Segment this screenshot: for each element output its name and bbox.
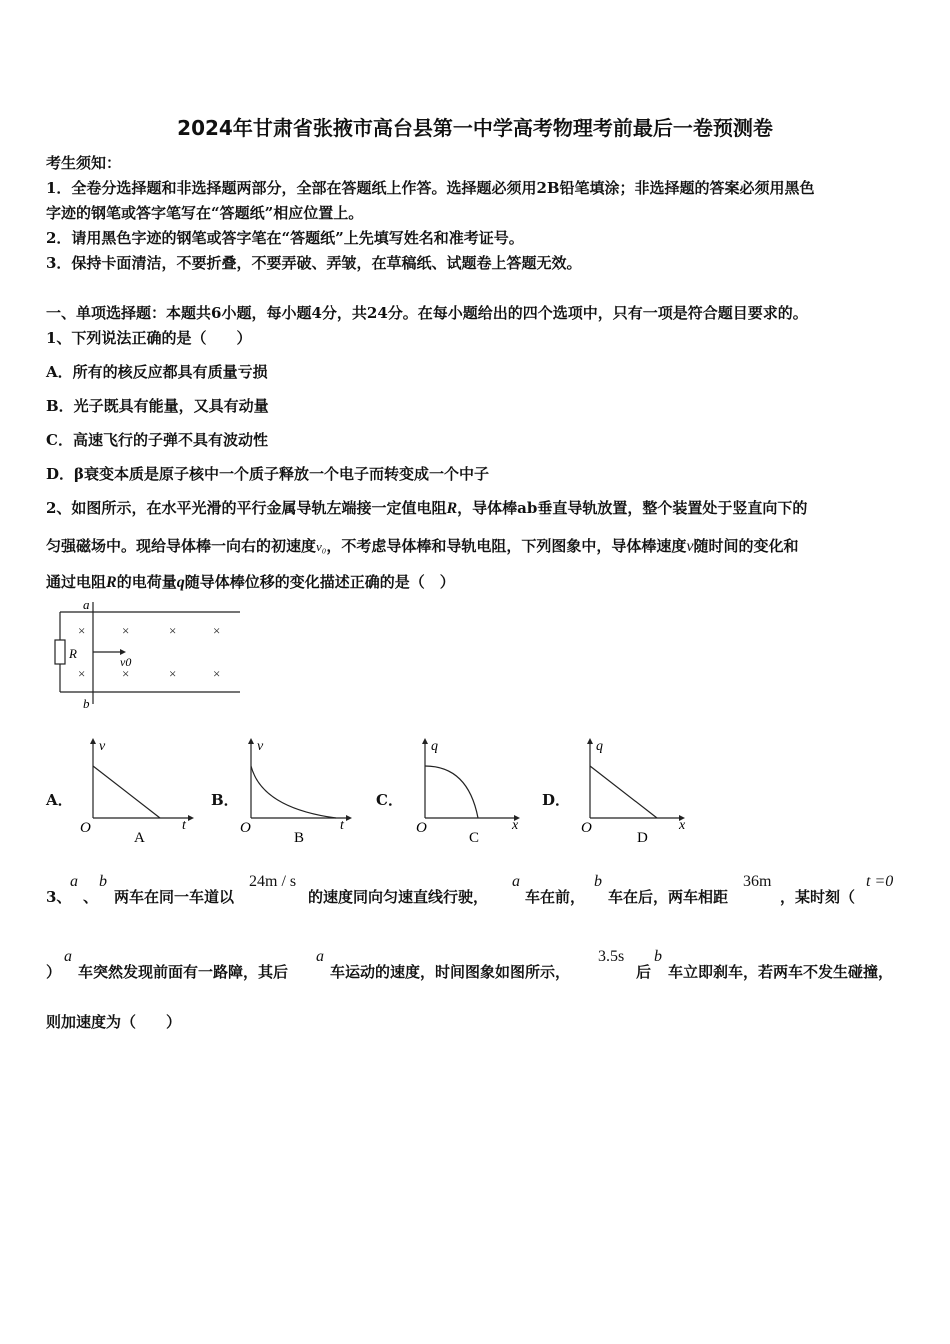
q3-time-zero: t =0 [866, 873, 894, 890]
arrow-head-icon [587, 738, 593, 744]
resistor-label: R [69, 646, 77, 661]
x-axis-label: t [340, 818, 344, 833]
q3-text: 车在后，两车相距 [608, 888, 729, 906]
q2-var-v: v [686, 538, 694, 555]
q2-text: 通过电阻 [46, 573, 107, 591]
q2-option-c-label: C． [376, 791, 403, 809]
q3-text: 车立即刹车，若两车不发生碰撞， [668, 963, 894, 981]
q3-text: 的速度同向匀速直线行驶， [308, 888, 489, 906]
q3-distance: 36m [743, 873, 772, 890]
q2-text: 随时间的变化和 [693, 537, 799, 555]
q2-text: 2、如图所示，在水平光滑的平行金属导轨左端接一定值电阻 [46, 499, 447, 517]
q1-option-b: B．光子既具有能量，又具有动量 [46, 397, 269, 415]
field-cross-icon: × [78, 666, 86, 681]
x-axis-label: x [512, 818, 519, 833]
field-cross-icon: × [169, 623, 177, 638]
q2-var-q: q [176, 574, 185, 591]
q3-text: 后 [636, 963, 652, 981]
q2-text: 随导体棒位移的变化描述正确的是（ ） [184, 573, 455, 591]
graph-a [74, 736, 200, 848]
graph-curve [93, 766, 160, 818]
q3-var-b: b [99, 873, 107, 890]
q3-text: 则加速度为（ ） [46, 1013, 182, 1031]
field-cross-icon: × [78, 623, 86, 638]
x-axis-label: t [182, 818, 186, 833]
q3-speed: 24m / s [249, 873, 297, 890]
arrow-head-icon [422, 738, 428, 744]
arrow-head-icon [90, 738, 96, 744]
graph-curve [425, 766, 478, 818]
q1-stem: 1、下列说法正确的是（ ） [46, 329, 252, 347]
q3-var-b: b [594, 873, 602, 890]
q3-separator: 、 [83, 888, 99, 906]
q2-line-2 [46, 535, 798, 556]
notice-item-3: 3．保持卡面清洁，不要折叠，不要弄破、弄皱，在草稿纸、试题卷上答题无效。 [46, 254, 582, 272]
q2-text: ，不考虑导体棒和导轨电阻，下列图象中，导体棒速度 [326, 537, 687, 555]
graph-d [571, 736, 697, 848]
q3-text: ，某时刻（ [780, 888, 856, 906]
field-cross-icon: × [169, 666, 177, 681]
q3-text: ） [46, 963, 62, 981]
notice-heading: 考生须知： [46, 154, 122, 172]
q3-var-a: a [316, 948, 324, 965]
arrow-head-icon [188, 815, 194, 821]
notice-item-1-cont: 字迹的钢笔或答字笔写在“答题纸”相应位置上。 [46, 204, 364, 222]
q3-var-a: a [70, 873, 78, 890]
q3-text: 车运动的速度，时间图象如图所示， [330, 963, 571, 981]
section-heading: 一、单项选择题：本题共6小题，每小题4分，共24分。在每小题给出的四个选项中，只有一项是符合题目要求的。 [46, 304, 808, 322]
q2-line-1 [46, 497, 807, 518]
notice-item-1: 1．全卷分选择题和非选择题两部分，全部在答题纸上作答。选择题必须用2B铅笔填涂；非选择题的答案必须用黑色 [46, 179, 815, 197]
y-axis-label: q [431, 739, 438, 754]
q3-number: 3、 [46, 888, 72, 906]
resistor-icon [55, 640, 65, 664]
rod-label-a: a [83, 597, 90, 612]
x-axis-label: x [679, 818, 686, 833]
notice-item-2: 2．请用黑色字迹的钢笔或答字笔在“答题纸”上先填写姓名和准考证号。 [46, 229, 524, 247]
q3-text: 两车在同一车道以 [114, 888, 235, 906]
field-cross-icon: × [213, 623, 221, 638]
arrow-head-icon [346, 815, 352, 821]
q2-option-d-label: D． [542, 791, 571, 809]
arrow-head-icon [248, 738, 254, 744]
q3-time: 3.5s [598, 948, 625, 965]
q2-var-R: R [106, 574, 117, 591]
q3-text: 车突然发现前面有一路障，其后 [78, 963, 289, 981]
circuit-figure [40, 596, 250, 714]
q1-option-d: D．β衰变本质是原子核中一个质子释放一个电子而转变成一个中子 [46, 465, 489, 483]
origin-label: O [240, 820, 251, 836]
page-title: 2024年甘肃省张掖市高台县第一中学高考物理考前最后一卷预测卷 [177, 116, 773, 140]
q2-text: ，导体棒ab垂直导轨放置，整个装置处于竖直向下的 [457, 499, 808, 517]
graph-curve [251, 766, 336, 818]
y-axis-label: q [596, 739, 603, 754]
field-cross-icon: × [213, 666, 221, 681]
q3-text: 车在前， [525, 888, 586, 906]
y-axis-label: v [257, 739, 264, 754]
q2-text: 匀强磁场中。现给导体棒一向右的初速度 [46, 537, 317, 555]
graph-c [406, 736, 532, 848]
field-cross-icon: × [122, 666, 130, 681]
q2-text: 的电荷量 [116, 573, 177, 591]
q2-option-b-label: B． [211, 791, 239, 809]
y-axis-label: v [99, 739, 106, 754]
q2-var-R: R [446, 500, 458, 517]
graph-caption: B [294, 830, 305, 846]
graph-caption: D [637, 830, 648, 846]
q3-var-a: a [512, 873, 520, 890]
origin-label: O [416, 820, 427, 836]
q2-var-v0: v₀ [316, 539, 327, 554]
q1-option-c: C．高速飞行的子弹不具有波动性 [46, 431, 268, 449]
graph-caption: A [134, 830, 145, 846]
q1-option-a: A．所有的核反应都具有质量亏损 [46, 363, 268, 381]
q3-var-b: b [654, 948, 662, 965]
rod-label-b: b [83, 696, 90, 711]
graph-curve [590, 766, 657, 818]
origin-label: O [80, 820, 91, 836]
q2-option-a-label: A． [46, 791, 73, 809]
field-cross-icon: × [122, 623, 130, 638]
graph-b [232, 736, 358, 848]
velocity-label: v0 [120, 655, 132, 669]
q2-line-3 [46, 571, 455, 592]
q3-var-a: a [64, 948, 72, 965]
graph-caption: C [469, 830, 480, 846]
origin-label: O [581, 820, 592, 836]
